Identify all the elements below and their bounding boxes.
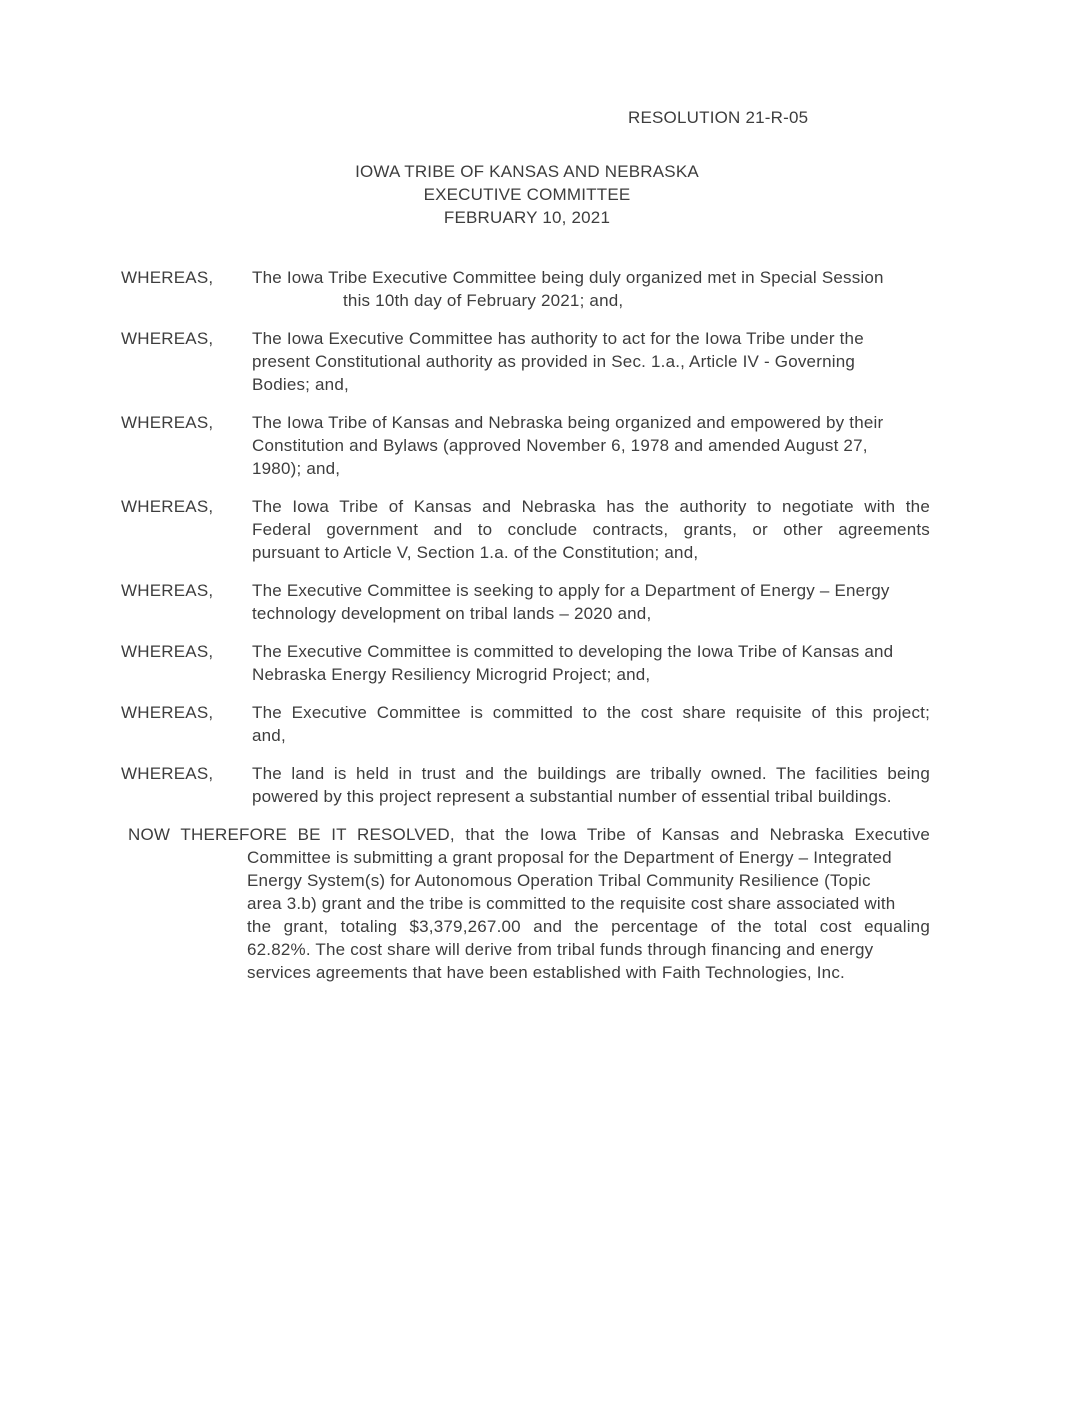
whereas-label: WHEREAS, [121, 413, 214, 432]
clause-body [252, 266, 930, 312]
clause-line: technology development on tribal lands – 2020 and, [252, 604, 652, 623]
clause-line: The Executive Committee is seeking to apply for a Department of Energy – Energy [252, 581, 890, 600]
resolved-line: services agreements that have been established with Faith Technologies, Inc. [247, 963, 845, 982]
whereas-clause-6 [121, 640, 930, 686]
whereas-label: WHEREAS, [121, 703, 214, 722]
clause-line: The land is held in trust and the buildings are tribally owned. The facilities being [252, 764, 930, 783]
clause-line: The Executive Committee is committed to the cost share requisite of this project; [252, 703, 930, 722]
resolved-line: NOW THEREFORE BE IT RESOLVED, that the Iowa Tribe of Kansas and Nebraska Executive [128, 825, 930, 844]
resolved-line: Committee is submitting a grant proposal for the Department of Energy – Integrated [247, 848, 892, 867]
clause-line: The Executive Committee is committed to developing the Iowa Tribe of Kansas and [252, 642, 894, 661]
clause-line: and, [252, 726, 286, 745]
clause-line: Constitution and Bylaws (approved November 6, 1978 and amended August 27, [252, 436, 868, 455]
document-title: IOWA TRIBE OF KANSAS AND NEBRASKA [355, 162, 699, 181]
clause-line: The Iowa Tribe of Kansas and Nebraska being organized and empowered by their [252, 413, 884, 432]
whereas-clause-8 [121, 762, 930, 808]
clause-body [252, 579, 930, 625]
clause-line: Nebraska Energy Resiliency Microgrid Project; and, [252, 665, 651, 684]
whereas-label: WHEREAS, [121, 329, 214, 348]
whereas-clause-5 [121, 579, 930, 625]
clause-body [252, 701, 930, 747]
resolution-number: RESOLUTION 21-R-05 [628, 108, 809, 127]
whereas-clause-7 [121, 701, 930, 747]
clause-line: The Iowa Executive Committee has authority to act for the Iowa Tribe under the [252, 329, 864, 348]
clause-body [252, 640, 930, 686]
resolved-line: 62.82%. The cost share will derive from tribal funds through financing and energy [247, 940, 874, 959]
document-subtitle: EXECUTIVE COMMITTEE [423, 185, 631, 204]
resolved-line: the grant, totaling $3,379,267.00 and the percentage of the total cost equaling [247, 917, 930, 936]
document-header [0, 160, 1054, 229]
clause-line: present Constitutional authority as provided in Sec. 1.a., Article IV - Governing [252, 352, 856, 371]
whereas-clause-1 [121, 266, 930, 312]
whereas-label: WHEREAS, [121, 581, 214, 600]
clause-line: 1980); and, [252, 459, 341, 478]
clause-line: powered by this project represent a substantial number of essential tribal buildings. [252, 787, 892, 806]
clause-body [252, 762, 930, 808]
whereas-clause-4 [121, 495, 930, 564]
whereas-clause-3 [121, 411, 930, 480]
clause-body [252, 495, 930, 564]
clause-line: Bodies; and, [252, 375, 349, 394]
whereas-clause-2 [121, 327, 930, 396]
clause-line: The Iowa Tribe Executive Committee being duly organized met in Special Session [252, 268, 884, 287]
whereas-label: WHEREAS, [121, 497, 214, 516]
clause-body [252, 327, 930, 396]
clause-line: Federal government and to conclude contracts, grants, or other agreements [252, 520, 930, 539]
document-date: FEBRUARY 10, 2021 [443, 208, 611, 227]
clauses-section [121, 266, 930, 984]
resolved-line: Energy System(s) for Autonomous Operation Tribal Community Resilience (Topic [247, 871, 871, 890]
clause-line: this 10th day of February 2021; and, [343, 291, 624, 310]
clause-line: The Iowa Tribe of Kansas and Nebraska has the authority to negotiate with the [252, 497, 930, 516]
whereas-label: WHEREAS, [121, 642, 214, 661]
whereas-label: WHEREAS, [121, 764, 214, 783]
clause-line: pursuant to Article V, Section 1.a. of the Constitution; and, [252, 543, 699, 562]
resolved-line: area 3.b) grant and the tribe is committed to the requisite cost share associated with [247, 894, 896, 913]
whereas-label: WHEREAS, [121, 268, 214, 287]
clause-body [252, 411, 930, 480]
resolved-paragraph [128, 823, 930, 984]
